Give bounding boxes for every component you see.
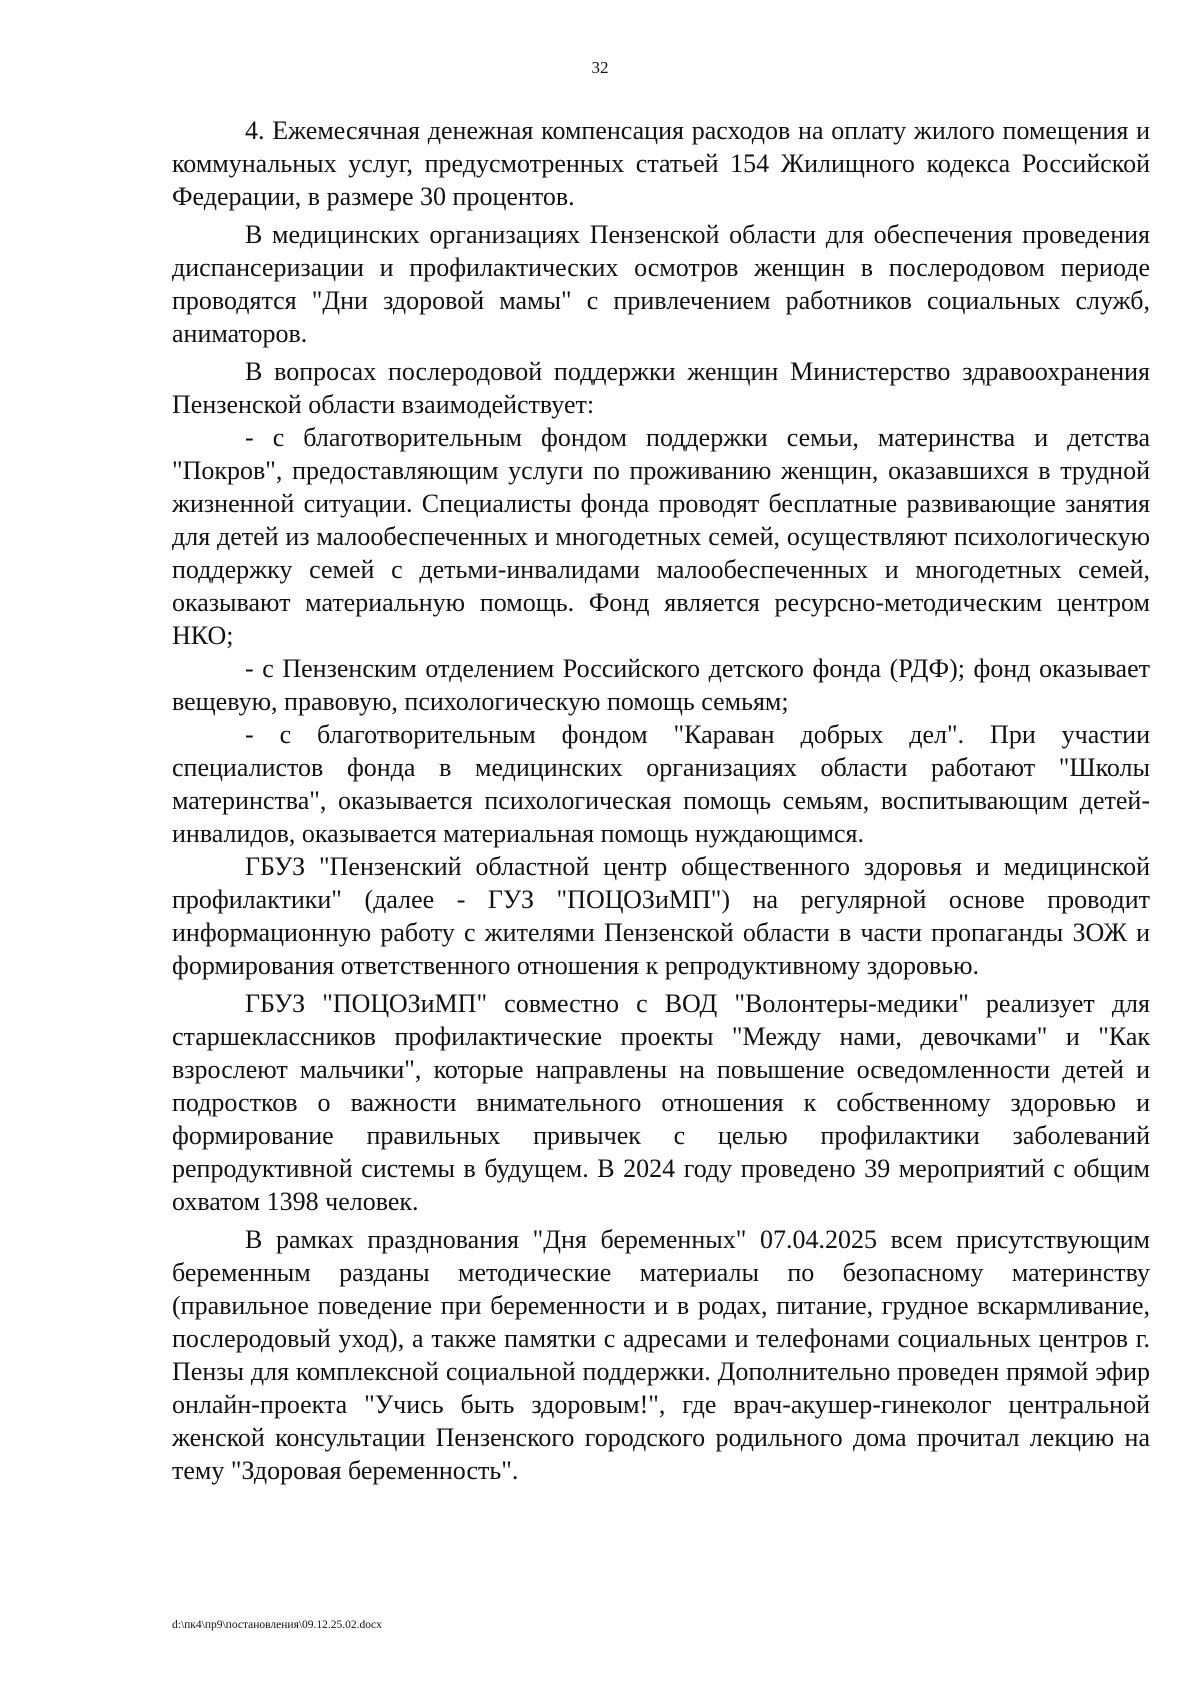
paragraph-pregnancy-day: В рамках празднования "Дня беременных" 07.04.2025 всем присутствующим беременным разданы методические материалы по безопасному материнству (правильное поведение при беременности и в родах, питание, грудное вскармливание, послеродовый уход), а также памятки с адресами и телефонами социальных центров г. Пензы для комплексной социальной поддержки. Дополнительно проведен прямой эфир онлайн-проекта "Учись быть здоровым!", где врач-акушер-гинеколог центральной женской консультации Пензенского городского родильного дома прочитал лекцию на тему "Здоровая беременность". — [172, 1225, 1150, 1485]
paragraph-public-health-center: ГБУЗ "Пензенский областной центр общественного здоровья и медицинской профилактики" (далее - ГУЗ "ПОЦОЗиМП") на регулярной основе проводит информационную работу с жителями Пензенской области в части пропаганды ЗОЖ и формирования ответственного отношения к репродуктивному здоровью. — [172, 852, 1150, 980]
document-body — [172, 114, 1150, 1487]
paragraph-caravan-fund: - с благотворительным фондом "Караван добрых дел". При участии специалистов фонда в медицинских организациях области работают "Школы материнства", оказывается психологическая помощь семьям, воспитывающим детей-инвалидов, оказывается материальная помощь нуждающимся. — [172, 720, 1150, 848]
paragraph-volunteer-projects: ГБУЗ "ПОЦОЗиМП" совместно с ВОД "Волонтеры-медики" реализует для старшеклассников профилактические проекты "Между нами, девочками" и "Как взрослеют мальчики", которые направлены на повышение осведомленности детей и подростков о важности внимательного отношения к собственному здоровью и формирование правильных привычек с целью профилактики заболеваний репродуктивной системы в будущем. В 2024 году проведено 39 мероприятий с общим охватом 1398 человек. — [172, 989, 1150, 1216]
paragraph-healthy-mom-days: В медицинских организациях Пензенской области для обеспечения проведения диспансеризации и профилактических осмотров женщин в послеродовом периоде проводятся "Дни здоровой мамы" с привлечением работников социальных служб, аниматоров. — [172, 220, 1150, 348]
paragraph-compensation: 4. Ежемесячная денежная компенсация расходов на оплату жилого помещения и коммунальных услуг, предусмотренных статьей 154 Жилищного кодекса Российской Федерации, в размере 30 процентов. — [172, 116, 1150, 211]
footer-file-path: d:\пк4\пр9\постановления\09.12.25.02.docx — [172, 1619, 382, 1631]
page-number: 32 — [591, 58, 609, 77]
paragraph-pokrov-fund: - с благотворительным фондом поддержки семьи, материнства и детства "Покров", предоставляющим услуги по проживанию женщин, оказавшихся в трудной жизненной ситуации. Специалисты фонда проводят бесплатные развивающие занятия для детей из малообеспеченных и многодетных семей, осуществляют психологическую поддержку семей с детьми-инвалидами малообеспеченных и многодетных семей, оказывают материальную помощь. Фонд является ресурсно-методическим центром НКО; — [172, 423, 1150, 650]
paragraph-children-fund: - с Пензенским отделением Российского детского фонда (РДФ); фонд оказывает вещевую, правовую, психологическую помощь семьям; — [172, 654, 1150, 716]
paragraph-ministry-interaction: В вопросах послеродовой поддержки женщин Министерство здравоохранения Пензенской области взаимодействует: — [172, 357, 1150, 419]
